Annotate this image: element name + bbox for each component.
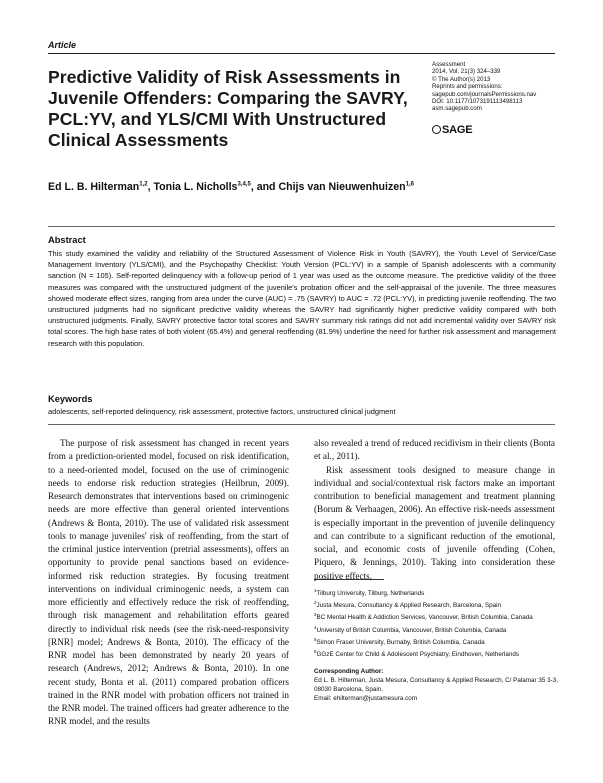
body-paragraph: The purpose of risk assessment has changed in recent years from a prediction-oriented model, focused on risk identification, to a need-oriented model, focused on the use of criminogenic needs to endorse risk reduction strategies (Heilbrun, 2009). Research demonstrates that interventions based on criminogenic needs are more effective than general oriented interventions (Andrews & Bonta, 2010). The use of validated risk assessment tools to manage juveniles' risk of reoffending, from the start of the criminal justice intervention (pretrial assessments), offers an opportunity to provide penal sanctions based on evidence-informed risk reduction strategies. By focusing treatment interventions on individual criminogenic needs, a system can more efficiently and effectively reduce the risk of reoffending, through risk management and rehabilitation efforts geared directly to individual risk needs (see the risk-need-responsivity [RNR] model; Andrews & Bonta, 2010). The efficacy of the RNR model has been demonstrated by nearly 20 years of research (Andrews, 2012; Andrews & Bonta, 2010). In one recent study, Bonta et al. (2011) compared probation officers trained in the RNR model with probation officers not trained in the RNR model. The trained officers had greater adherence to the RNR model, and the results <box>48 438 289 727</box>
keywords-heading: Keywords <box>48 394 93 404</box>
article-type-label: Article <box>48 40 77 50</box>
journal-site-link[interactable]: asm.sagepub.com <box>432 105 482 113</box>
author-name: Tonia L. Nicholls <box>153 181 238 193</box>
header-rule <box>48 53 555 54</box>
affiliation-footnote: $^1$Tilburg University, Tilburg, Netherlands <box>314 588 425 598</box>
footnote-rule <box>314 579 384 580</box>
corresponding-author-address: Ed L. B. Hilterman, Justa Mesura, Consultancy & Applied Research, C/ Palamar 35 3-3, 08030 Barcelona, Spain. <box>314 677 558 694</box>
abstract-rule-bottom <box>48 424 555 425</box>
journal-metadata <box>432 61 562 113</box>
corresponding-author-heading: Corresponding Author: <box>314 668 384 676</box>
body-column-right <box>314 437 555 583</box>
sage-logo: SAGE <box>432 124 472 136</box>
affiliation-footnote: $^5$Simon Fraser University, Burnaby, British Columbia, Canada <box>314 636 485 646</box>
abstract-heading: Abstract <box>48 235 86 245</box>
sage-circle-icon <box>432 125 441 134</box>
affiliation-footnote: $^3$BC Mental Health & Addiction Services, Vancouver, British Columbia, Canada <box>314 612 533 622</box>
author-affiliation: 1,2 <box>139 181 148 188</box>
reprints-link[interactable]: sagepub.com/journalsPermissions.nav <box>432 90 537 98</box>
abstract-text: This study examined the validity and reliability of the Structured Assessment of Violence Risk in Youth (SAVRY), the Youth Level of Service/Case Management Inventory (YLS/CMI), and the Psychopathy Checklist: Youth Version (PCL:YV) in a sample of Spanish adolescents with a community sanction (N = 105). Self-reported delinquency with a follow-up period of 1 year was used as the outcome measure. The predictive validity of the three measures was compared with the unstructured judgment of the juvenile's probation officer and the self-appraisal of the juvenile. The three measures showed moderate effect sizes, ranging from area under the curve (AUC) = .75 (SAVRY) to AUC = .72 (PCL:YV), in predicting juvenile reoffending. The two unstructured judgments had no significant predictive validity whereas the SAVRY had significantly higher predictive validity compared with both unstructured judgments. Finally, SAVRY protective factor total scores and SAVRY summary risk ratings did not add incremental validity over SAVRY risk total scores. The high base rates of both violent (65.4%) and general reoffending (81.9%) underline the need for further risk assessment and management research with this population. <box>48 249 556 348</box>
doi[interactable]: DOI: 10.1177/1073191113498113 <box>432 98 523 106</box>
author-name: Ed L. B. Hilterman <box>48 181 140 193</box>
author-list: Ed L. B. Hilterman$^{1,2}$, Tonia L. Nicholls$^{3,4,5}$, and Chijs van Nieuwenhuizen$^{1,6}$ <box>48 181 414 193</box>
author-name: Chijs van Nieuwenhuizen <box>278 181 406 193</box>
body-paragraph: also revealed a trend of reduced recidivism in their clients (Bonta et al., 2011). <box>314 438 555 462</box>
author-affiliation: 1,6 <box>405 181 414 188</box>
affiliation-footnote: $^2$Justa Mesura, Consultancy & Applied Research, Barcelona, Spain <box>314 600 501 610</box>
copyright: © The Author(s) 2013 <box>432 75 491 83</box>
affiliation-footnote: $^4$University of British Columbia, Vancouver, British Columbia, Canada <box>314 624 507 634</box>
affiliation-footnote: $^6$GGzE Center for Child & Adolescent Psychiatry, Eindhoven, Netherlands <box>314 648 520 659</box>
journal-name: Assessment <box>432 61 466 68</box>
paper-title: Predictive Validity of Risk Assessments in Juvenile Offenders: Comparing the SAVRY, PCL:YV, and YLS/CMI With Unstructured Clinical Assessments <box>48 67 408 150</box>
body-paragraph: Risk assessment tools designed to measure change in individual and social/contextual risk factors make an important contribution to beneficial management and treatment planning (Borum & Verhaagen, 2006). An effective risk-needs assessment is especially important in the prevention of juvenile delinquency and can contribute to a significant reduction of the emotional, social, and economic costs of juvenile offending (Cohen, Piquero, & Jennings, 2010). Taking into consideration these positive effects, <box>314 464 555 581</box>
corresponding-author-email[interactable]: Email: ehilterman@justamesura.com <box>314 695 417 703</box>
author-affiliation: 3,4,5 <box>237 181 251 188</box>
body-column-left <box>48 437 289 729</box>
journal-citation: 2014, Vol. 21(3) 324–339 <box>432 68 501 76</box>
keywords-text: adolescents, self-reported delinquency, risk assessment, protective factors, unstructured clinical judgment <box>48 407 396 416</box>
footnotes <box>314 586 560 704</box>
abstract-rule-top <box>48 226 555 227</box>
reprints-label: Reprints and permissions: <box>432 83 503 91</box>
